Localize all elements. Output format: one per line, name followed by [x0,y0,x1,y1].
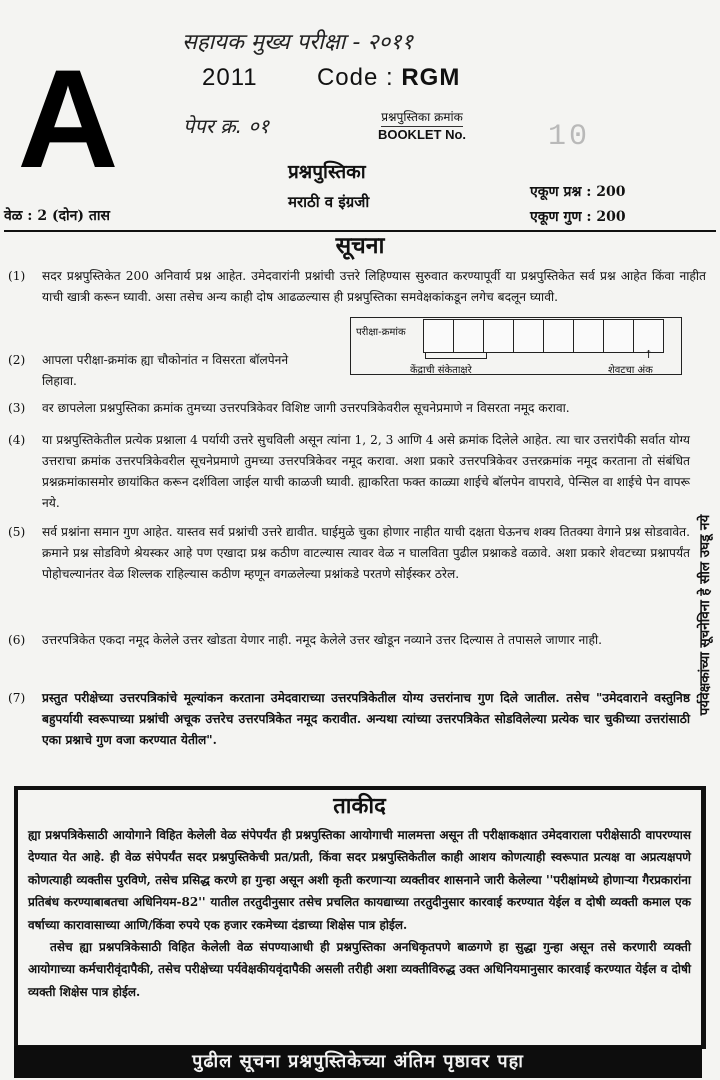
warning-paragraph-1: ह्या प्रश्नपत्रिकेसाठी आयोगाने विहित केलेली वेळ संपेपर्यंत ही प्रश्नपुस्तिका आयोगाची मालमत्ता असून ती परीक्षाकक्षात उमेदवाराला परीक्षेसाठी वापरण्यास देण्यात येत आहे. ही वेळ संपेपर्यंत सदर प्रश्नपुस्तिकेची प्रत/प्रती, किंवा सदर प्रश्नपुस्तिकेतील काही आशय कोणत्याही स्वरूपात प्रत्यक्ष वा अप्रत्यक्षपणे कोणत्याही व्यक्तीस पुरविणे, तसेच प्रसिद्ध करणे हा गुन्हा असून अशी कृती करणाऱ्या व्यक्तीवर शासनाने जारी केलेल्या ''परीक्षांमध्ये होणाऱ्या गैरप्रकारांना प्रतिबंध करण्याबाबतचा अधिनियम-82'' यातील तरतुदीनुसार तसेच प्रचलित कायद्याच्या तरतुदीनुसार कारवाई करण्यात येईल व दोषी व्यक्ती कमाल एक वर्षाच्या कारावासाच्या आणि/किंवा रुपये एक हजार रकमेच्या दंडाच्या शिक्षेस पात्र होईल. [28,828,691,932]
booklet-number-label [368,108,476,142]
handwritten-exam-title: सहायक मुख्य परीक्षा - २०११ [182,30,414,55]
instruction-7 [8,688,690,751]
roll-cell[interactable] [543,319,574,353]
roll-number-label: परीक्षा-क्रमांक [356,327,406,338]
total-marks: एकूण गुण : 200 [530,209,626,225]
instruction-text: प्रस्तुत परीक्षेच्या उत्तरपत्रिकांचे मूल्यांकन करताना उमेदवाराच्या उत्तरपत्रिकेतील योग्य उत्तरांनाच गुण दिले जातील. तसेच "उमेदवाराने वस्तुनिष्ठ बहुपर्यायी स्वरूपाच्या प्रश्नांची अचूक उत्तरेच उत्तरपत्रिकेत नमूद करावीत. अन्यथा त्यांच्या उत्तरपत्रिकेत सोडविलेल्या प्रत्येक चार चुकीच्या उत्तरांसाठी एका प्रश्नाचे गुण वजा करण्यात येतील". [42,691,690,747]
roll-cell[interactable] [603,319,634,353]
warning-text [28,824,691,1003]
seal-side-note [690,400,718,830]
instruction-text: उत्तरपत्रिकेत एकदा नमूद केलेले उत्तर खोडता येणार नाही. नमूद केलेले उत्तर खोडून नव्याने उत्तर दिल्यास ते तपासले जाणार नाही. [42,633,602,647]
roll-cell[interactable] [573,319,604,353]
instruction-3 [8,398,690,419]
instruction-number: (2) [8,353,26,367]
warning-paragraph-2: तसेच ह्या प्रश्नपत्रिकेसाठी विहित केलेली वेळ संपण्याआधी ही प्रश्नपुस्तिका अनधिकृतपणे बाळगणे हा सुद्धा गुन्हा असून तसे करणारी व्यक्ती आयोगाच्या कर्मचारीवृंदापैकी, तसेच परीक्षेच्या पर्यवेक्षकीयवृंदापैकी असली तरीही अशा व्यक्तीविरुद्ध उक्त अधिनियमानुसार कारवाई करण्यात येईल व दोषी व्यक्ती शिक्षेस पात्र होईल. [28,940,691,999]
arrow-up-icon: ↑ [644,348,654,361]
instruction-number: (6) [8,633,26,647]
instruction-text: सर्व प्रश्नांना समान गुण आहेत. यास्तव सर्व प्रश्नांची उत्तरे द्यावीत. घाईमुळे चुका होणार नाहीत याची दक्षता घेऊनच शक्य तितक्या वेगाने प्रश्न सोडवावेत. क्रमाने प्रश्न सोडविणे श्रेयस्कर आहे पण एखादा प्रश्न कठीण वाटल्यास त्यावर वेळ न घालविता पुढील प्रश्नाकडे वळावे. अशा प्रकारे शेवटच्या प्रश्नापर्यंत पोहोचल्यानंतर वेळ शिल्लक राहिल्यास कठीण म्हणून वगळलेल्या प्रश्नांकडे परतणे सोईस्कर ठरेल. [42,525,690,581]
year-code-line [202,64,460,92]
code-label: Code : [316,64,394,91]
warning-box [14,786,706,1049]
instruction-4 [8,430,690,514]
code-value: RGM [401,64,461,91]
time-allowed: वेळ : 2 (दोन) तास [4,208,110,224]
instruction-1 [8,266,706,308]
instruction-text: आपला परीक्षा-क्रमांक ह्या चौकोनांत न विसरता बॉलपेनने लिहावा. [42,353,289,388]
instruction-5 [8,522,690,585]
instruction-number: (3) [8,401,26,415]
seal-side-note-text: पर्यवेक्षकांच्या सूचनेविना हे सील उघडू नये [697,514,713,716]
instruction-text: सदर प्रश्नपुस्तिकेत 200 अनिवार्य प्रश्न आहेत. उमेदवारांनी प्रश्नांची उत्तरे लिहिण्यास सुरुवात करण्यापूर्वी या प्रश्नपुस्तिकेत सर्व प्रश्न आहेत किंवा नाहीत याची खात्री करून घ्यावी. असा तसेच अन्य काही दोष आढळल्यास ही प्रश्नपुस्तिका समवेक्षकांकडून लगेच बदलून घ्यावी. [42,269,706,304]
footer-banner: पुढील सूचना प्रश्नपुस्तिकेच्या अंतिम पृष्ठावर पहा [14,1046,702,1078]
booklet-label-english: BOOKLET No. [377,127,467,142]
roll-cell[interactable] [453,319,484,353]
instruction-2 [8,350,308,392]
total-questions: एकूण प्रश्न : 200 [530,184,626,200]
roll-cell[interactable] [513,319,544,353]
instruction-text: या प्रश्नपुस्तिकेतील प्रत्येक प्रश्नाला 4 पर्यायी उत्तरे सुचविली असून त्यांना 1, 2, 3 आणि 4 असे क्रमांक दिलेले आहेत. त्या चार उत्तरांपैकी सर्वात योग्य उत्तराचा क्रमांक उत्तरपत्रिकेवरील सूचनेप्रमाणे तुमच्या उत्तरपत्रिकेवर नमूद करावा. अशा प्रकारे उत्तरपत्रिकेवर उत्तरक्रमांक नमूद करताना तो संबंधित प्रश्नक्रमांकासमोर छायांकित करून दर्शविला जाईल याची काळजी घ्यावी. ह्याकरिता फक्त काळ्या शाईचे बॉलपेन वापरावे, पेन्सिल वा शाईचे पेन वापरू नये. [42,433,690,510]
exam-year: 2011 [202,64,258,91]
center-code-bracket [425,352,487,359]
booklet-number-stamp: 10 [548,120,591,154]
document-title: प्रश्नपुस्तिका [288,161,366,183]
instruction-number: (5) [8,525,26,539]
last-digit-label: शेवटचा अंक [608,365,653,376]
warning-heading: ताकीद [333,794,386,819]
series-letter: A [17,40,119,197]
booklet-label-marathi: प्रश्नपुस्तिका क्रमांक [381,108,463,127]
roll-cell[interactable] [483,319,514,353]
instruction-number: (4) [8,433,26,447]
instruction-number: (1) [8,269,26,283]
paper-number-handwritten: पेपर क्र. ०१ [183,114,270,138]
center-code-label: केंद्राची संकेताक्षरे [410,365,472,376]
instruction-text: वर छापलेला प्रश्नपुस्तिका क्रमांक तुमच्या उत्तरपत्रिकेवर विशिष्ट जागी उत्तरपत्रिकेवरील सूचनेप्रमाणे न विसरता नमूद करावा. [42,401,570,415]
instruction-6 [8,630,690,651]
instructions-heading: सूचना [335,233,385,259]
instruction-number: (7) [8,691,26,705]
language-label: मराठी व इंग्रजी [288,193,370,211]
roll-cell[interactable] [423,319,454,353]
